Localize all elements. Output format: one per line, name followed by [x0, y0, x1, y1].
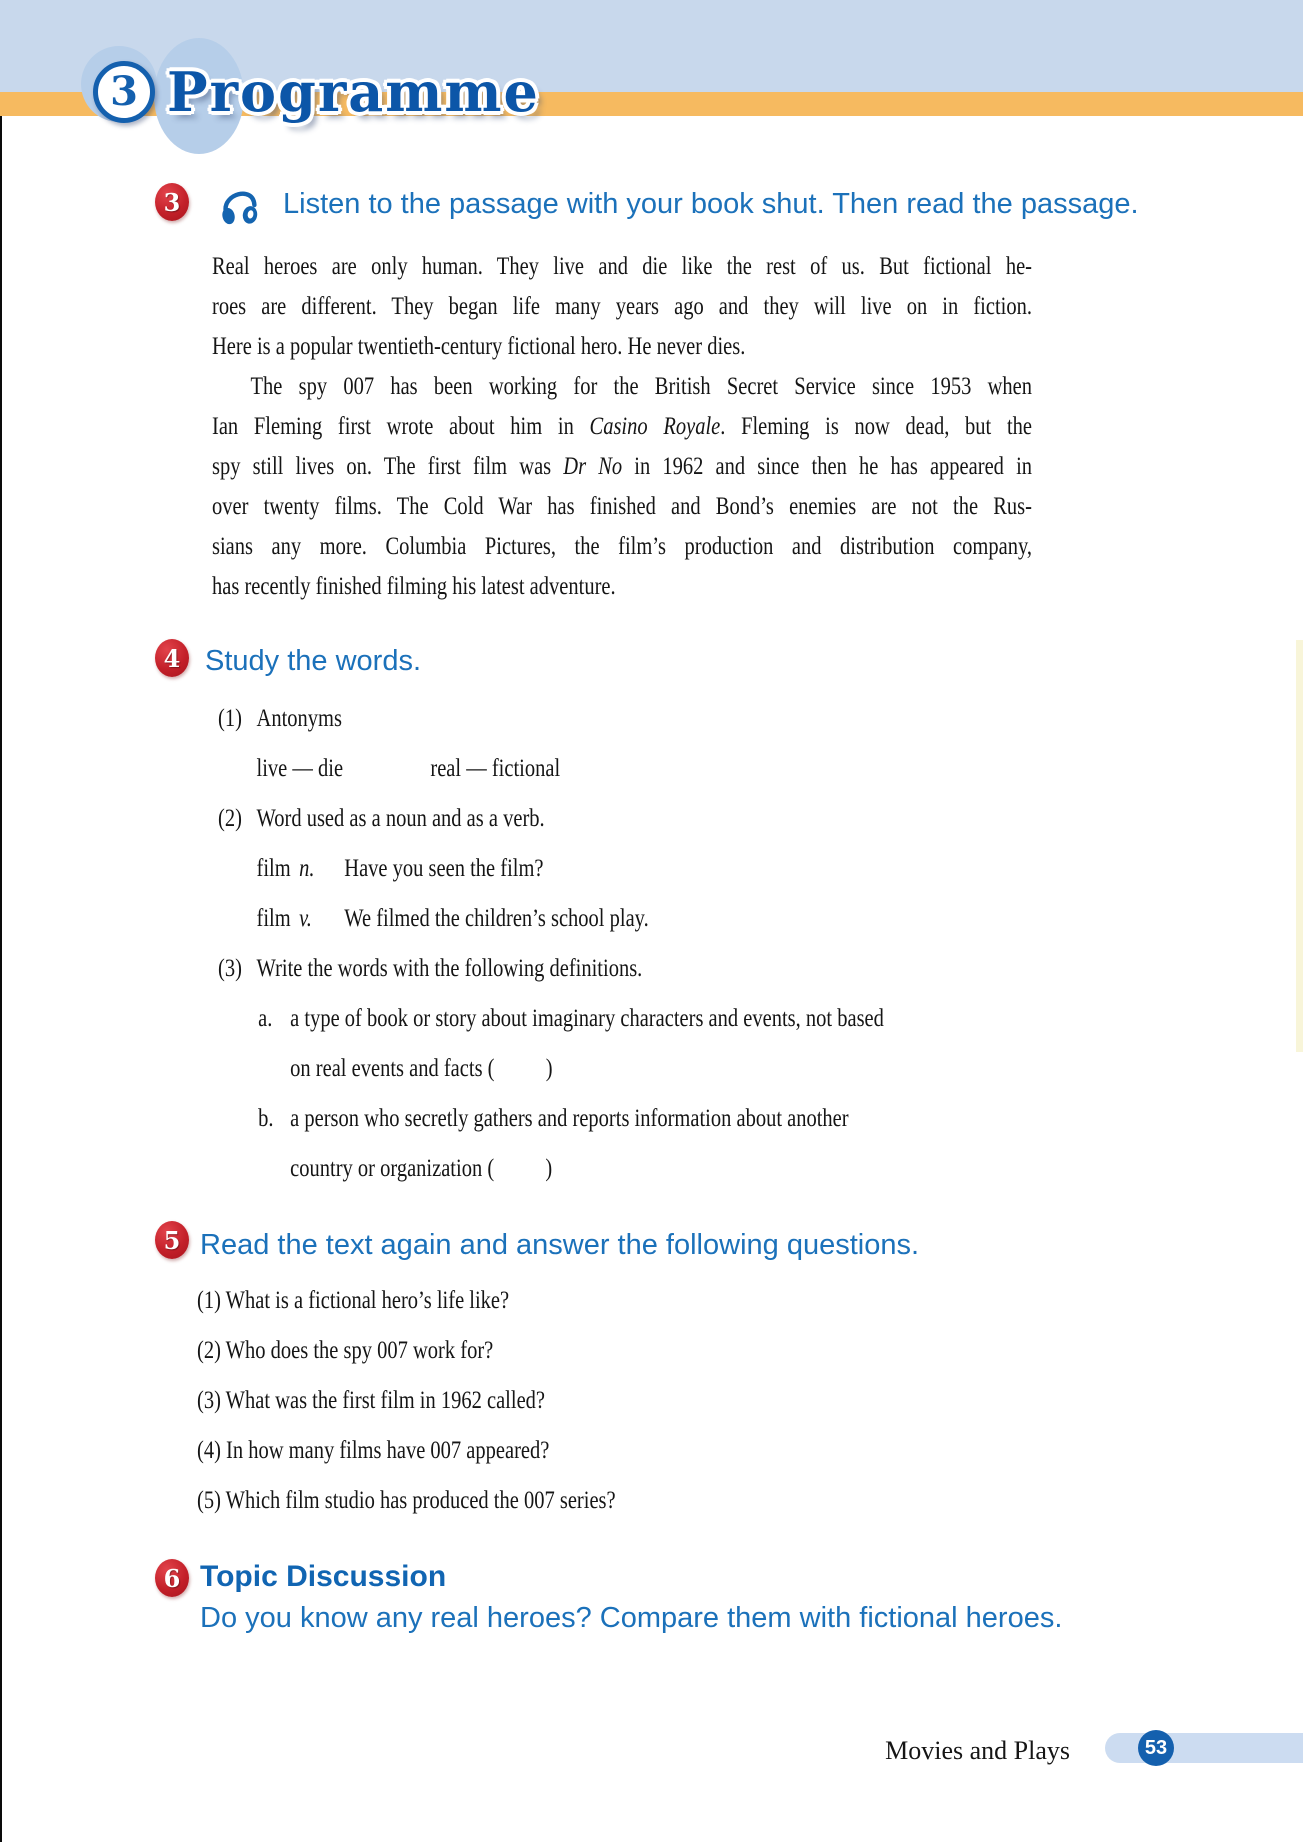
- passage-line: over twenty films. The Cold War has finished and Bond’s enemies are not the Rus-: [212, 493, 1032, 520]
- question-item: (1) What is a fictional hero’s life like?: [197, 1287, 510, 1314]
- unit-number-circle: [93, 61, 155, 123]
- question-item: (5) Which film studio has produced the 007 series?: [197, 1487, 616, 1514]
- headphones-icon: [220, 183, 258, 227]
- page-right-tab: [1296, 640, 1303, 1052]
- section-badge-number: 3: [163, 187, 181, 217]
- passage-line: Real heroes are only human. They live and die like the rest of us. But fictional he-: [212, 253, 1032, 280]
- section-badge-4: [155, 639, 189, 677]
- passage-line: Ian Fleming first wrote about him in Casino Royale. Fleming is now dead, but the: [212, 413, 1032, 440]
- definition-b: b. a person who secretly gathers and reports information about another: [258, 1105, 849, 1132]
- list-item: (2) Word used as a noun and as a verb.: [218, 805, 545, 832]
- section-badge-5: [155, 1221, 189, 1259]
- passage-line: spy still lives on. The first film was Dr No in 1962 and since then he has appeared in: [212, 453, 1033, 480]
- antonym-pairs: live — die real — fictional: [256, 755, 561, 782]
- definition-b-cont: country or organization ( ): [290, 1155, 553, 1182]
- passage-line: sians any more. Columbia Pictures, the film’s production and distribution company,: [212, 533, 1032, 560]
- section-badge-number: 4: [163, 643, 181, 673]
- page-number-circle: [1138, 1730, 1174, 1766]
- film-verb-row: film v. We filmed the children’s school play.: [256, 905, 649, 932]
- passage-line: The spy 007 has been working for the British Secret Service since 1953 when: [250, 373, 1032, 400]
- passage-line: has recently finished filming his latest adventure.: [212, 573, 616, 600]
- question-item: (4) In how many films have 007 appeared?: [197, 1437, 550, 1464]
- word-study-list: [218, 694, 1079, 1194]
- section-badge-number: 6: [163, 1563, 181, 1593]
- list-item: (1) Antonyms: [218, 705, 342, 732]
- question-item: (2) Who does the spy 007 work for?: [197, 1337, 494, 1364]
- passage-line: roes are different. They began life many years ago and they will live on in fiction.: [212, 293, 1032, 320]
- page-left-edge: [0, 0, 2, 1842]
- question-item: (3) What was the first film in 1962 called?: [197, 1387, 546, 1414]
- listen-instruction: Listen to the passage with your book shut. Then read the passage.: [283, 188, 1139, 220]
- passage-line: Here is a popular twentieth-century fictional hero. He never dies.: [212, 333, 746, 360]
- study-heading: Study the words.: [205, 645, 421, 677]
- section-badge-3: [155, 183, 189, 221]
- page-title: Programme: [167, 60, 540, 124]
- footer-chapter-title: Movies and Plays: [885, 1736, 1070, 1765]
- footer-page-pill: [1105, 1733, 1303, 1763]
- unit-number: 3: [110, 67, 138, 115]
- questions-list: [197, 1276, 1058, 1526]
- section-badge-number: 5: [163, 1225, 181, 1255]
- reading-passage: [212, 247, 1032, 607]
- definition-a-cont: on real events and facts ( ): [290, 1055, 553, 1082]
- discussion-prompt: Do you know any real heroes? Compare them with fictional heroes.: [200, 1602, 1063, 1634]
- list-item: (3) Write the words with the following definitions.: [218, 955, 643, 982]
- page-number: 53: [1144, 1736, 1168, 1759]
- section-badge-6: [155, 1559, 189, 1597]
- discussion-heading: Topic Discussion: [200, 1560, 447, 1593]
- film-noun-row: film n. Have you seen the film?: [256, 855, 544, 882]
- definition-a: a. a type of book or story about imaginary characters and events, not based: [258, 1005, 884, 1032]
- questions-heading: Read the text again and answer the following questions.: [200, 1229, 920, 1261]
